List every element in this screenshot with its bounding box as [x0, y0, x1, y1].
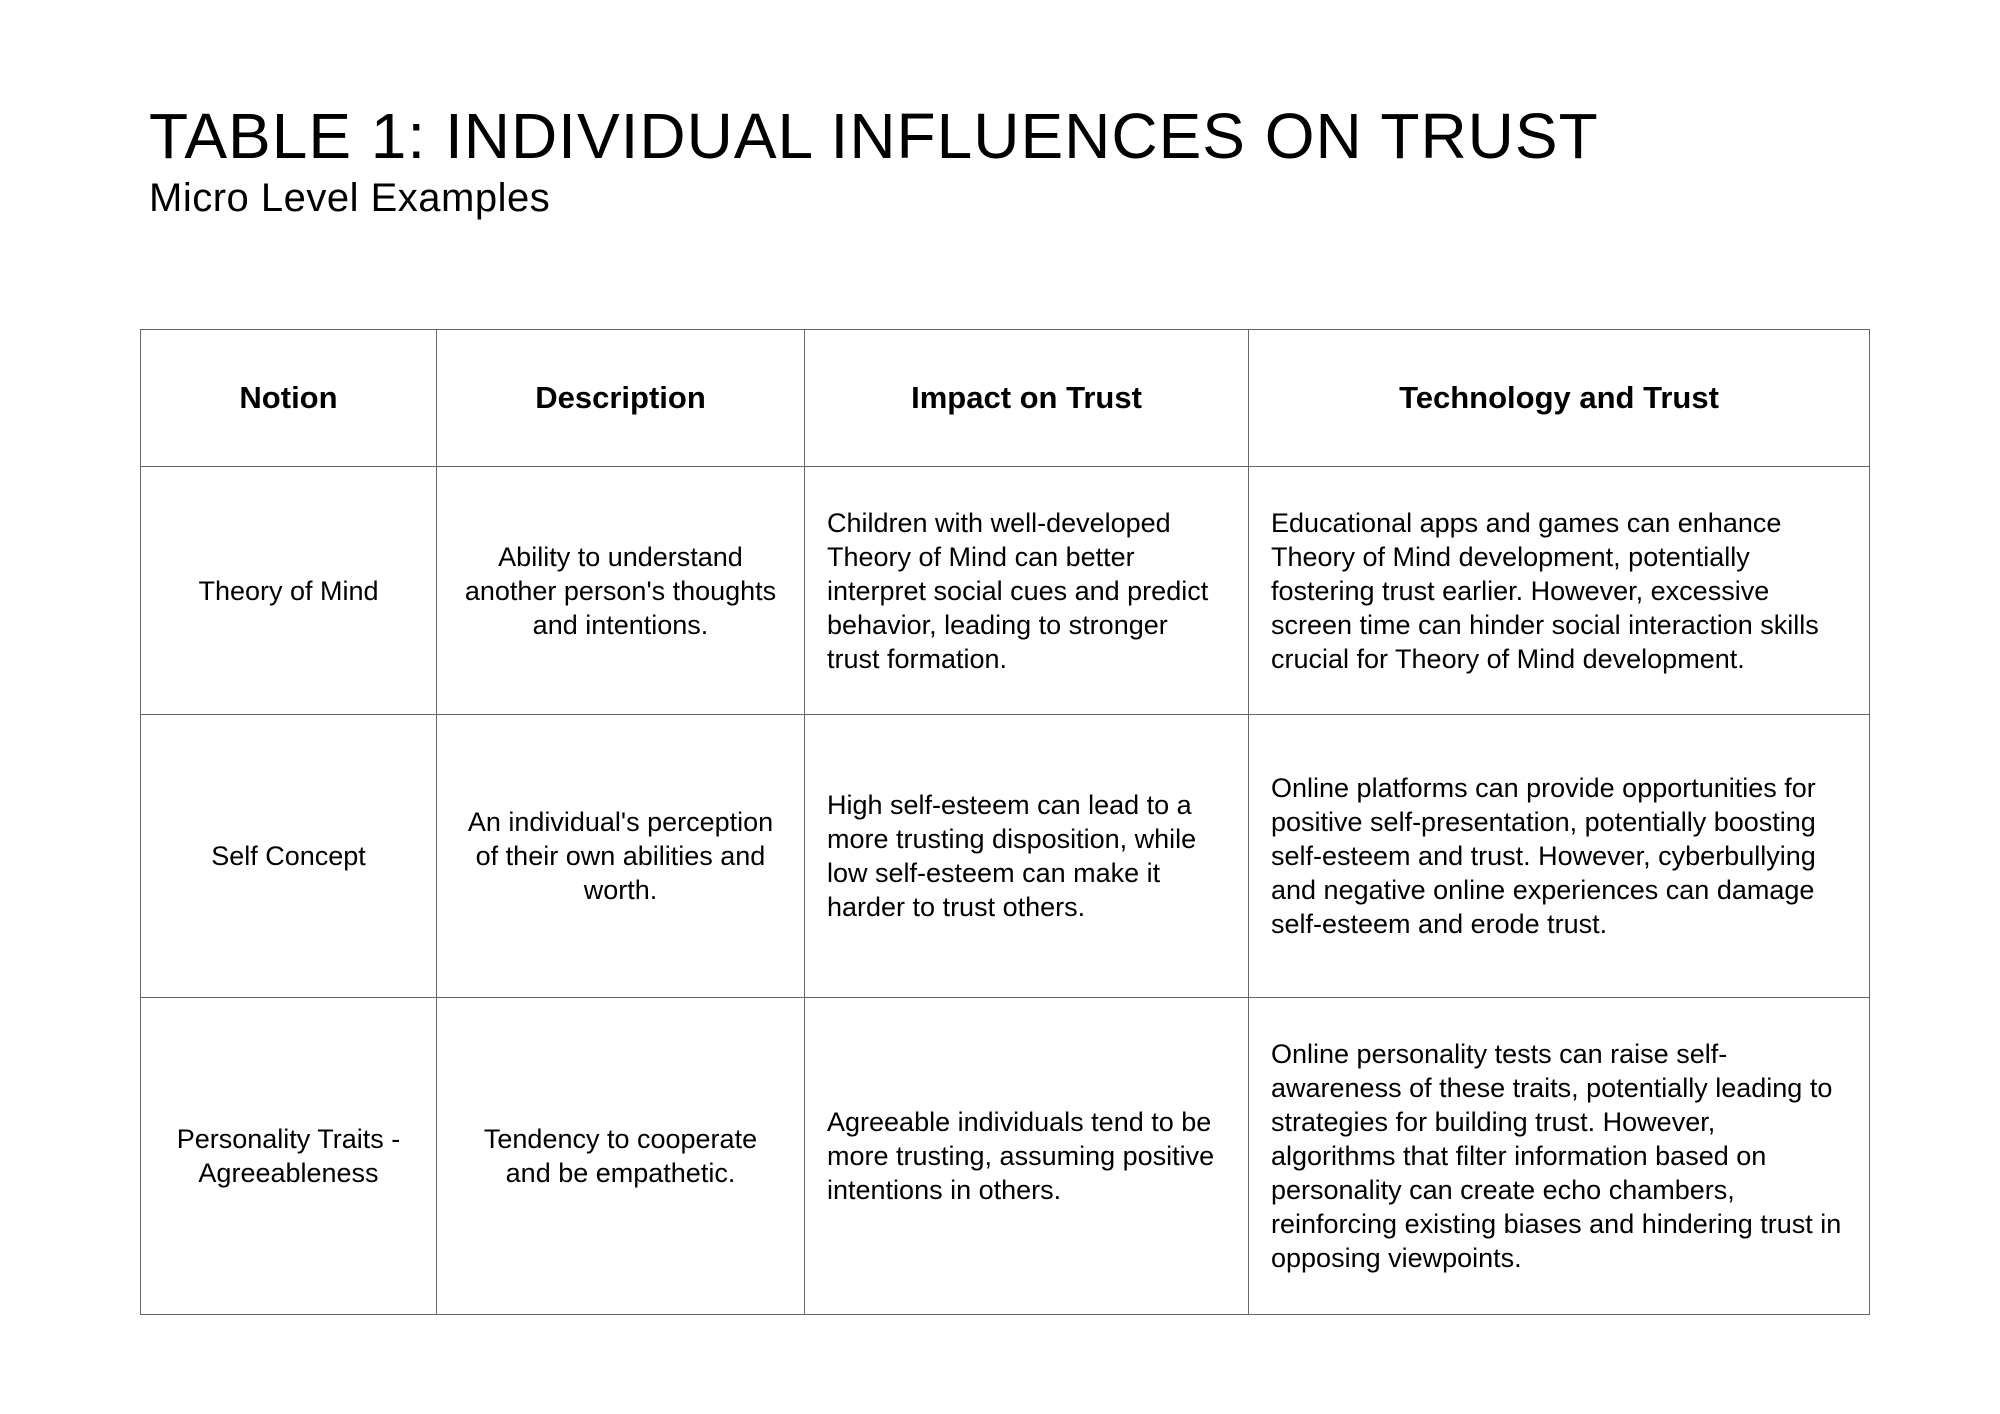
table-row [141, 998, 1870, 1315]
impact-cell: Children with well-developed Theory of Mind can better interpret social cues and predict behavior, leading to stronger trust formation. [805, 467, 1249, 715]
page-subtitle: Micro Level Examples [149, 176, 551, 220]
impact-cell: High self-esteem can lead to a more trusting disposition, while low self-esteem can make it harder to trust others. [805, 715, 1249, 998]
notion-cell: Personality Traits - Agreeableness [141, 998, 437, 1315]
header-impact-on-trust: Impact on Trust [805, 330, 1249, 467]
table-row [141, 715, 1870, 998]
notion-cell: Theory of Mind [141, 467, 437, 715]
influences-table [140, 329, 1870, 1315]
document-header [149, 98, 1599, 222]
notion-cell: Self Concept [141, 715, 437, 998]
table-header-row [141, 330, 1870, 467]
header-description: Description [437, 330, 805, 467]
header-technology-and-trust: Technology and Trust [1249, 330, 1870, 467]
description-cell: Tendency to cooperate and be empathetic. [437, 998, 805, 1315]
technology-cell: Online personality tests can raise self-awareness of these traits, potentially leading to strategies for building trust. However, algorithms that filter information based on personality can create echo chambers, reinforcing existing biases and hindering trust in opposing viewpoints. [1249, 998, 1870, 1315]
impact-cell: Agreeable individuals tend to be more trusting, assuming positive intentions in others. [805, 998, 1249, 1315]
page-title: TABLE 1: INDIVIDUAL INFLUENCES ON TRUST [149, 100, 1599, 172]
description-cell: Ability to understand another person's thoughts and intentions. [437, 467, 805, 715]
header-notion: Notion [141, 330, 437, 467]
technology-cell: Online platforms can provide opportunities for positive self-presentation, potentially boosting self-esteem and trust. However, cyberbullying and negative online experiences can damage self-esteem and erode trust. [1249, 715, 1870, 998]
table-row [141, 467, 1870, 715]
description-cell: An individual's perception of their own abilities and worth. [437, 715, 805, 998]
technology-cell: Educational apps and games can enhance Theory of Mind development, potentially fostering trust earlier. However, excessive screen time can hinder social interaction skills crucial for Theory of Mind development. [1249, 467, 1870, 715]
